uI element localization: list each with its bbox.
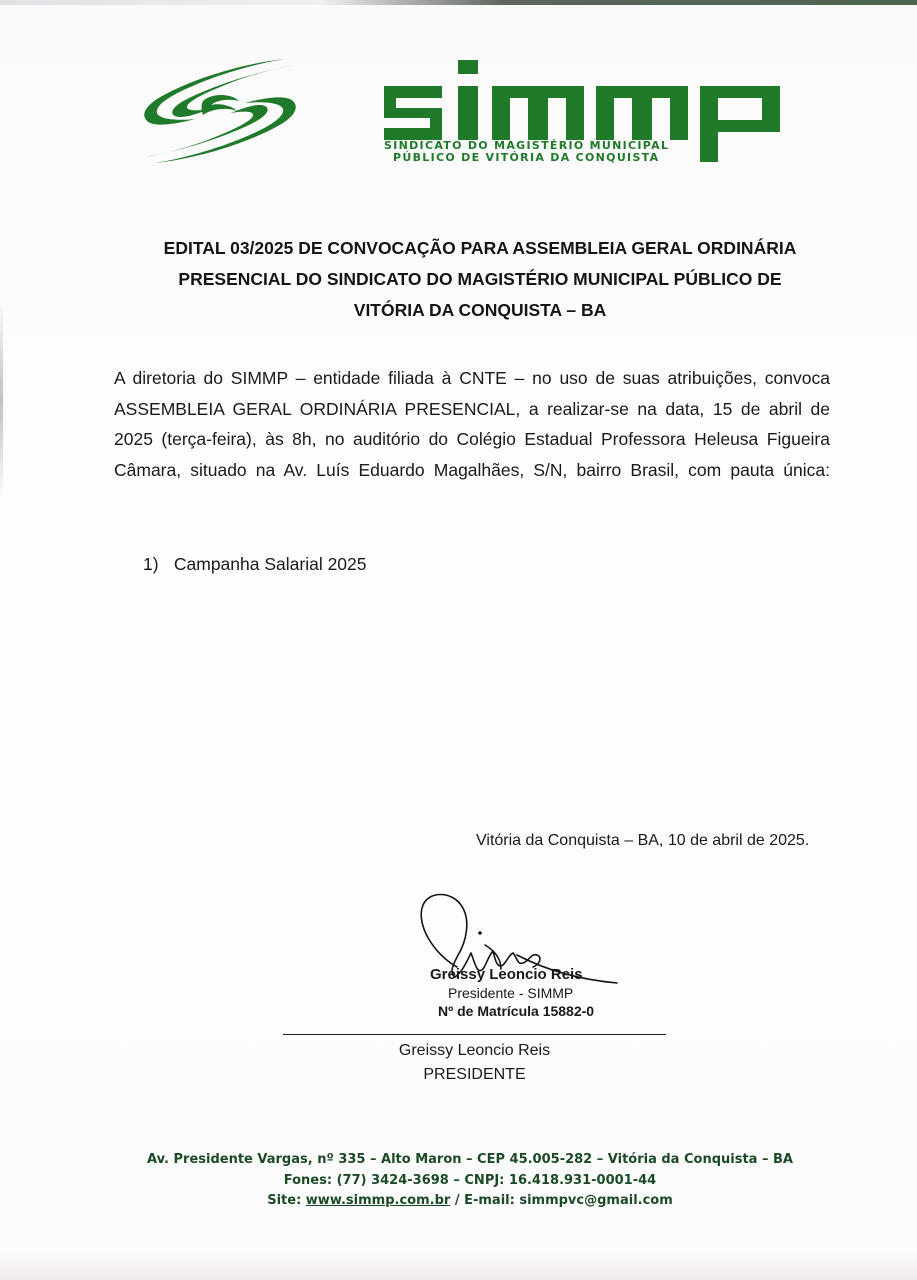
stamp-registration: Nº de Matrícula 15882-0	[438, 1003, 595, 1019]
agenda-item-text: Campanha Salarial 2025	[173, 554, 367, 574]
place-date: Vitória da Conquista – BA, 10 de abril de 2025.	[476, 832, 810, 849]
stamp-name: Greissy Leoncio Reis	[430, 966, 583, 983]
document-title	[120, 233, 840, 326]
footer-phones: Fones: (77) 3424-3698 – CNPJ: 16.418.931-0001-44	[283, 1172, 657, 1188]
footer-email-label: / E-mail:	[450, 1193, 520, 1208]
body-paragraph	[114, 363, 830, 485]
logo-emblem-icon	[135, 55, 305, 167]
title-line-1: EDITAL 03/2025 DE CONVOCAÇÃO PARA ASSEMBLEIA GERAL ORDINÁRIA	[163, 238, 797, 258]
signer-name: Greissy Leoncio Reis	[398, 1042, 551, 1059]
agenda-list	[143, 554, 367, 575]
footer-email[interactable]: simmpvc@gmail.com	[519, 1193, 673, 1208]
footer-contact	[130, 1150, 810, 1212]
logo-subtitle-line1: SINDICATO DO MAGISTÉRIO MUNICIPAL	[384, 139, 670, 152]
page-top-edge	[0, 0, 917, 5]
body-line-4: Câmara, situado na Av. Luís Eduardo Magalhães, S/N, bairro Brasil, com pauta única:	[114, 459, 830, 480]
footer-address: Av. Presidente Vargas, nº 335 – Alto Maron – CEP 45.005-282 – Vitória da Conquista – BA	[147, 1152, 793, 1167]
signature-line	[283, 1034, 666, 1035]
title-line-3: VITÓRIA DA CONQUISTA – BA	[353, 300, 607, 320]
agenda-item	[143, 554, 367, 575]
footer-site-label: Site:	[267, 1193, 306, 1208]
signer-role: PRESIDENTE	[423, 1066, 526, 1083]
agenda-item-number: 1)	[143, 554, 159, 574]
footer-site-link[interactable]: www.simmp.com.br	[305, 1193, 451, 1208]
logo-subtitle-line2: PÚBLICO DE VITÓRIA DA CONQUISTA	[393, 151, 660, 164]
footer-web	[130, 1191, 810, 1212]
body-line-1: A diretoria do SIMMP – entidade filiada à CNTE – no uso de suas atribuições, convoca	[114, 368, 830, 388]
body-line-3: 2025 (terça-feira), às 8h, no auditório do Colégio Estadual Professora Heleusa Figueira	[114, 429, 830, 449]
body-line-2: ASSEMBLEIA GERAL ORDINÁRIA PRESENCIAL, a realizar-se na data, 15 de abril de	[114, 398, 830, 419]
title-line-2: PRESENCIAL DO SINDICATO DO MAGISTÉRIO MUNICIPAL PÚBLICO DE	[178, 269, 782, 289]
signature-stamp	[430, 966, 594, 1020]
stamp-role: Presidente - SIMMP	[448, 985, 574, 1001]
page-left-shadow	[0, 300, 3, 500]
page-bottom-tint	[0, 1250, 917, 1280]
